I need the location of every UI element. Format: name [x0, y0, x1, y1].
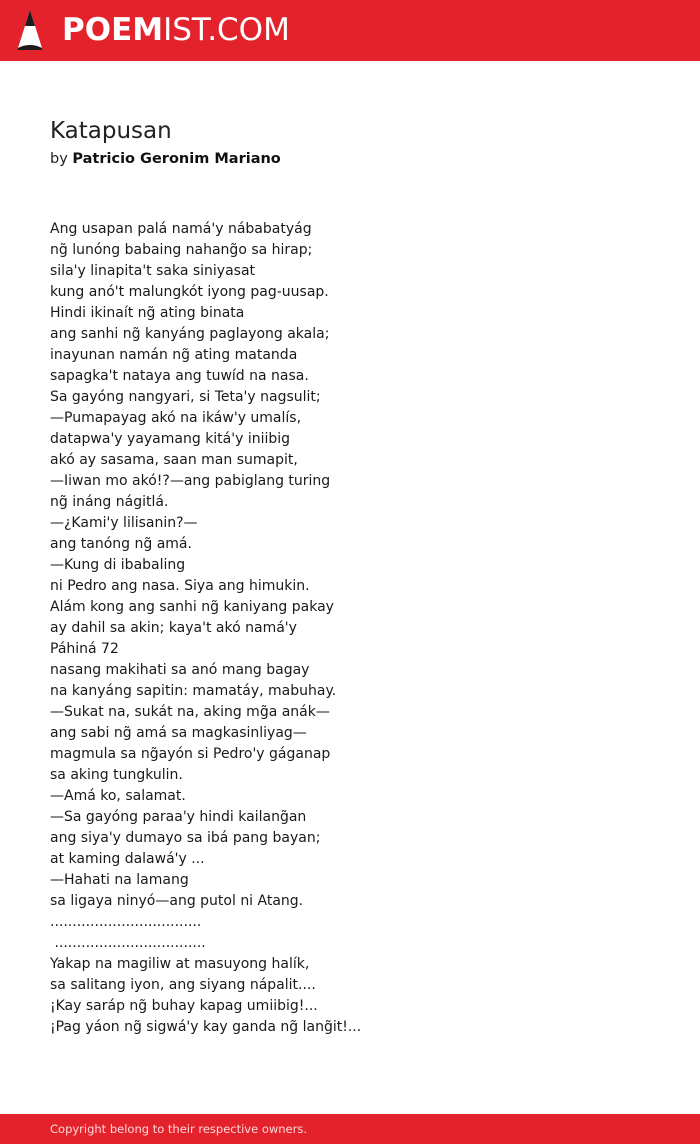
poem-line: —Hahati na lamang — [50, 872, 189, 888]
poem-line: —Amá ko, salamat. — [50, 788, 186, 804]
site-header — [0, 0, 700, 61]
poem-line: at kaming dalawá'y ... — [50, 851, 205, 867]
poem-line: Páhiná 72 — [50, 641, 119, 657]
poem-line: —¿Kami'y lilisanin?— — [50, 515, 198, 531]
logo-bold-part: POEM — [62, 12, 164, 48]
poem-line: Alám kong ang sanhi ng̃ kaniyang pakay — [50, 599, 334, 615]
poem-line: ng̃ lunóng babaing nahang̃o sa hirap; — [50, 242, 313, 258]
poem-line: ang siya'y dumayo sa ibá pang bayan; — [50, 830, 321, 846]
poem-body — [50, 219, 650, 1038]
poem-line: sa ligaya ninyó—ang putol ni Atang. — [50, 893, 304, 909]
poem-line: ang tanóng ng̃ amá. — [50, 536, 192, 552]
site-footer — [0, 1114, 700, 1144]
poem-line: sa salitang iyon, ang siyang nápalit.... — [50, 977, 316, 993]
poem-line: —Sukat na, sukát na, aking mg̃a anák— — [50, 704, 330, 720]
poem-byline — [50, 149, 281, 169]
poem-line: inayunan namán ng̃ ating matanda — [50, 347, 298, 363]
poem-line: ng̃ ináng nágitlá. — [50, 494, 169, 510]
poem-line: —Sa gayóng paraa'y hindi kailang̃an — [50, 809, 307, 825]
poem-line: .................................. — [50, 914, 202, 930]
poem-line: na kanyáng sapitin: mamatáy, mabuhay. — [50, 683, 337, 699]
poem-line: —Pumapayag akó na ikáw'y umalís, — [50, 410, 302, 426]
poem-line: sila'y linapita't saka siniyasat — [50, 263, 256, 279]
poem-line: nasang makihati sa anó mang bagay — [50, 662, 310, 678]
poem-line: sapagka't nataya ang tuwíd na nasa. — [50, 368, 309, 384]
copyright-text: Copyright belong to their respective owners. — [50, 1122, 308, 1136]
poem-line: datapwa'y yayamang kitá'y iniibig — [50, 431, 291, 447]
poem-line: ang sanhi ng̃ kanyáng paglayong akala; — [50, 326, 330, 342]
poem-author: Patricio Geronim Mariano — [72, 151, 281, 167]
poem-line: .................................. — [50, 935, 206, 951]
poem-line: sa aking tungkulin. — [50, 767, 183, 783]
poem-line: ¡Pag yáon ng̃ sigwá'y kay ganda ng̃ lang̃it!... — [50, 1019, 362, 1035]
poem-line: ¡Kay saráp ng̃ buhay kapag umiibig!... — [50, 998, 318, 1014]
poem-line: akó ay sasama, saan man sumapit, — [50, 452, 298, 468]
poem-line: Yakap na magiliw at masuyong halík, — [50, 956, 310, 972]
poem-line: Hindi ikinaít ng̃ ating binata — [50, 305, 245, 321]
site-logo-text[interactable] — [62, 11, 290, 49]
poem-line: ang sabi ng̃ amá sa magkasinliyag— — [50, 725, 307, 741]
poem-line: ni Pedro ang nasa. Siya ang himukin. — [50, 578, 310, 594]
poem-title: Katapusan — [50, 118, 172, 144]
poem-line: —Iiwan mo akó!?—ang pabiglang turing — [50, 473, 331, 489]
poem-line: —Kung di ibabaling — [50, 557, 186, 573]
logo-light-part: IST.COM — [163, 12, 290, 48]
pencil-logo-icon[interactable] — [17, 9, 43, 51]
by-label: by — [50, 151, 68, 167]
poem-line: magmula sa ng̃ayón si Pedro'y gáganap — [50, 746, 331, 762]
poem-line: Sa gayóng nangyari, si Teta'y nagsulit; — [50, 389, 321, 405]
poem-line: ay dahil sa akin; kaya't akó namá'y — [50, 620, 297, 636]
poem-line: kung anó't malungkót iyong pag-uusap. — [50, 284, 329, 300]
poem-line: Ang usapan palá namá'y nábabatyág — [50, 221, 312, 237]
